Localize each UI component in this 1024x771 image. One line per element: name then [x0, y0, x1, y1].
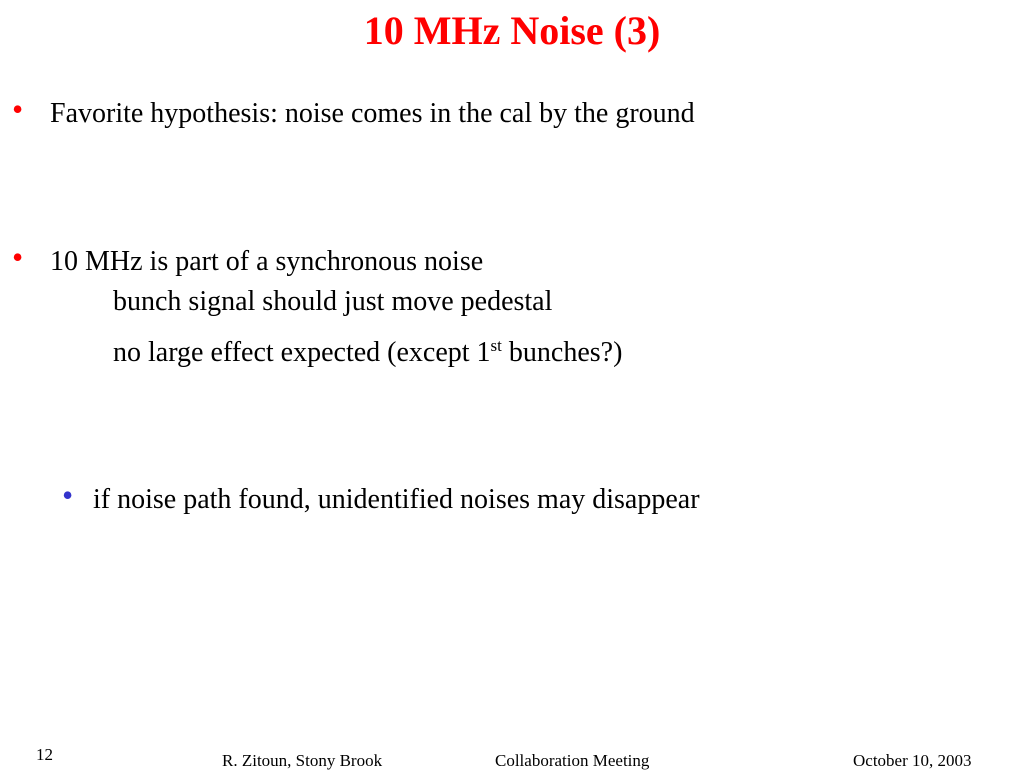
sub-item-2-pre: no large effect expected (except 1: [113, 337, 491, 368]
sub-item-2: [113, 336, 622, 370]
footer-date: October 10, 2003: [853, 751, 972, 770]
bullet-text-2: 10 MHz is part of a synchronous noise: [50, 246, 484, 277]
bullet-marker-2: •: [12, 239, 24, 275]
footer-author: R. Zitoun, Stony Brook: [222, 751, 383, 770]
bullet-text-3: if noise path found, unidentified noises may disappear: [93, 484, 700, 515]
sub-item-2-superscript: st: [490, 336, 502, 355]
bullet-text-1: Favorite hypothesis: noise comes in the cal by the ground: [50, 98, 695, 129]
bullet-marker-3: •: [62, 477, 74, 513]
sub-item-1: bunch signal should just move pedestal: [113, 286, 553, 317]
sub-item-2-post: bunches?): [501, 337, 623, 368]
bullet-marker-1: •: [12, 91, 24, 127]
page-number: 12: [36, 745, 53, 764]
slide-title: 10 MHz Noise (3): [363, 8, 661, 53]
footer-meeting: Collaboration Meeting: [495, 751, 650, 770]
